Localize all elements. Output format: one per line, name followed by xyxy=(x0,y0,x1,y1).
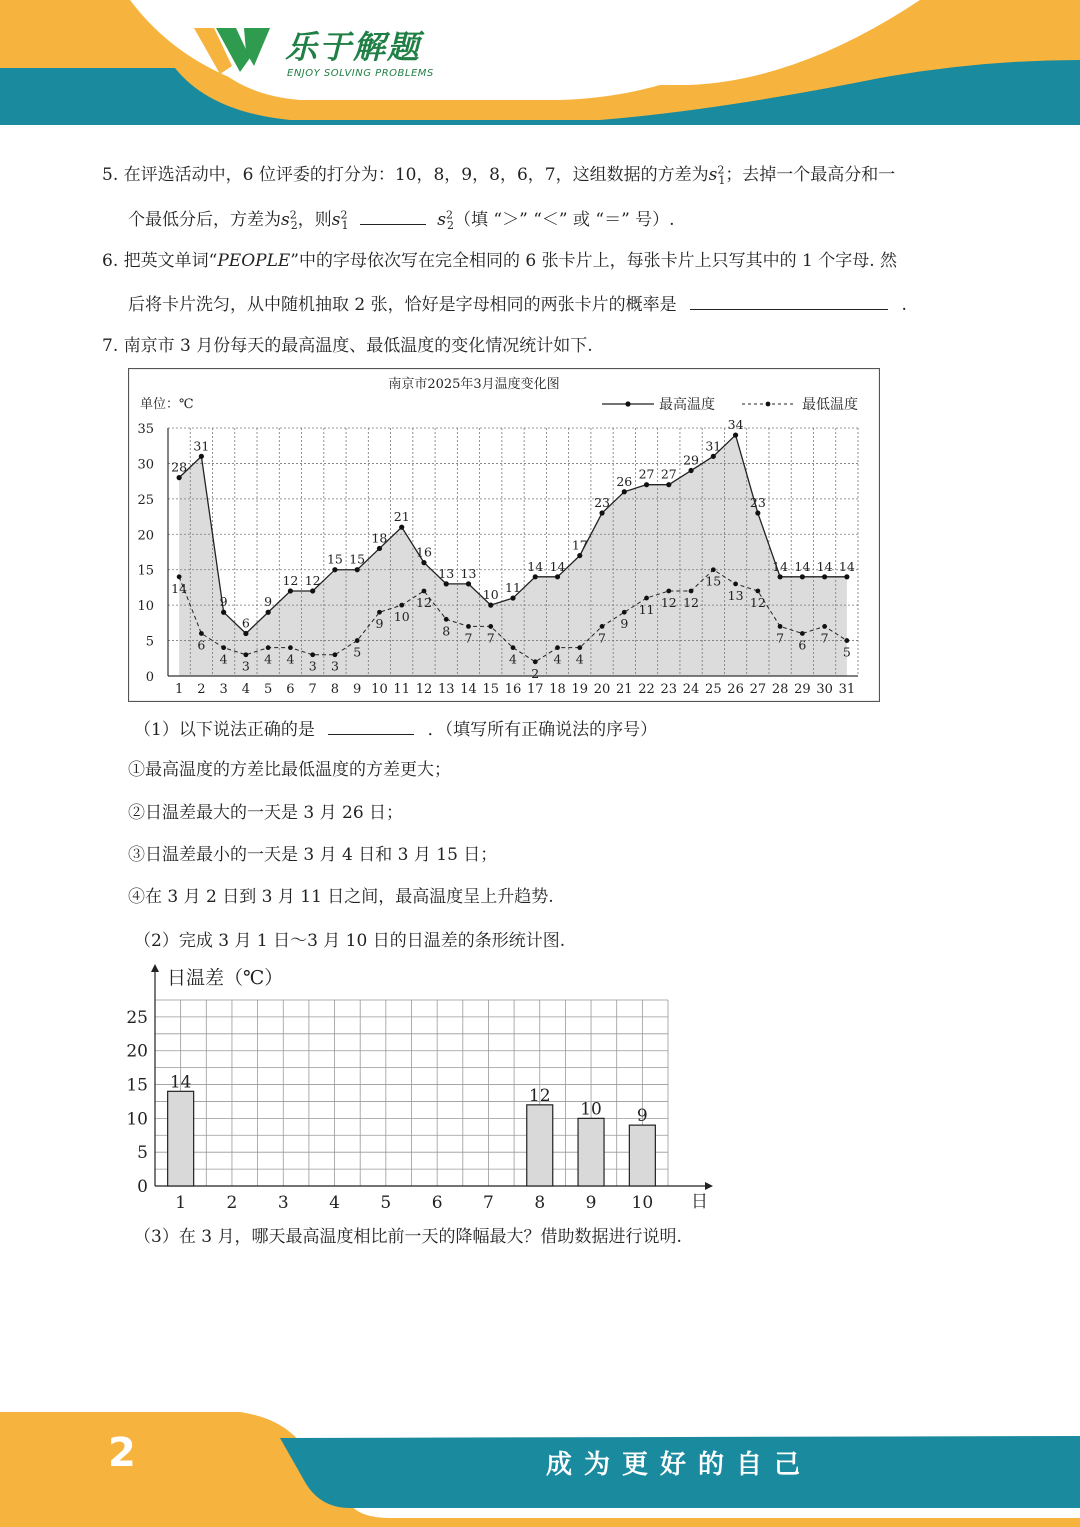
chart1-legend-max-label: 最高温度 xyxy=(659,397,715,413)
chart1-min-data-label: 10 xyxy=(393,609,410,625)
chart1-x-tick-label: 24 xyxy=(682,682,700,697)
q7-number: 7. xyxy=(102,336,119,356)
q6-answer-blank[interactable] xyxy=(690,291,888,310)
chart2-y-axis-arrow xyxy=(151,964,159,972)
chart1-max-data-label: 14 xyxy=(794,558,811,574)
chart1-min-point xyxy=(666,589,671,594)
chart1-x-tick-label: 18 xyxy=(549,682,566,697)
chart1-max-point xyxy=(199,454,204,459)
chart1-min-data-label: 6 xyxy=(197,637,206,653)
chart1-max-point xyxy=(844,574,849,579)
chart1-x-tick-label: 14 xyxy=(460,682,477,697)
chart1-min-point xyxy=(422,589,427,594)
chart1-min-point xyxy=(444,617,449,622)
chart1-x-tick-label: 13 xyxy=(437,682,455,697)
chart1-max-data-label: 11 xyxy=(505,580,521,596)
chart1-x-tick-label: 29 xyxy=(794,682,811,697)
chart1-min-point xyxy=(399,603,404,608)
chart1-min-point xyxy=(310,652,315,657)
chart1-min-data-label: 3 xyxy=(308,658,317,674)
chart1-max-data-label: 29 xyxy=(683,452,700,468)
q6-text-1b: ”中的字母依次写在完全相同的 6 张卡片上，每张卡片上只写其中的 1 个字母. 然 xyxy=(290,251,898,271)
q5-var-s2: s xyxy=(281,210,290,230)
chart1-unit-label: 单位：℃ xyxy=(140,397,194,412)
chart1-x-tick-label: 3 xyxy=(219,682,228,697)
chart1-min-point xyxy=(288,645,293,650)
chart1-title: 南京市2025年3月温度变化图 xyxy=(388,377,560,392)
chart1-max-point xyxy=(177,475,182,480)
chart1-max-data-label: 12 xyxy=(304,572,321,588)
chart1-max-point xyxy=(666,482,671,487)
chart1-x-tick-label: 25 xyxy=(705,682,722,697)
chart1-min-data-label: 12 xyxy=(749,594,766,610)
q5-var-s2b: s xyxy=(437,210,447,230)
footer-slogan: 成为更好的自己 xyxy=(546,1450,813,1480)
q5-line-1: 5. 在评选活动中，6 位评委的打分为：10，8，9，8，6，7，这组数据的方差为$s^2_1$；去掉一个最高分和一 xyxy=(102,163,896,188)
chart2-bar-label: 10 xyxy=(580,1099,602,1120)
chart1-y-tick-label: 5 xyxy=(145,634,154,650)
q5-text-2b: ，则 xyxy=(297,210,332,230)
chart1-max-point xyxy=(755,510,760,515)
q7-part1-answer-blank[interactable] xyxy=(328,716,414,735)
chart1-min-data-label: 7 xyxy=(464,630,473,646)
chart2-x-tick-label: 7 xyxy=(483,1193,494,1213)
chart1-legend-min-label: 最低温度 xyxy=(802,397,858,413)
chart1-x-tick-label: 12 xyxy=(415,682,433,697)
chart1-max-point xyxy=(577,553,582,558)
brand-subtitle: ENJOY SOLVING PROBLEMS xyxy=(287,68,434,79)
chart1-min-data-label: 4 xyxy=(264,651,273,667)
chart1-max-point xyxy=(510,595,515,600)
chart1-max-data-label: 28 xyxy=(171,459,188,475)
chart1-min-data-label: 9 xyxy=(620,616,629,632)
chart1-min-data-label: 8 xyxy=(442,623,451,639)
chart1-max-point xyxy=(444,581,449,586)
chart1-legend-max-marker xyxy=(625,401,630,406)
chart1-x-tick-label: 23 xyxy=(660,682,678,697)
chart1-x-tick-label: 17 xyxy=(526,682,544,697)
chart2-x-tick-label: 4 xyxy=(329,1193,340,1213)
chart1-x-tick-label: 11 xyxy=(393,682,410,697)
chart1-min-data-label: 5 xyxy=(842,644,851,660)
chart1-min-point xyxy=(488,624,493,629)
temperature-diff-bar-chart xyxy=(120,960,720,1220)
chart2-bar-label: 12 xyxy=(528,1085,551,1106)
chart1-max-point xyxy=(555,574,560,579)
chart2-y-axis-label: 日温差（℃） xyxy=(167,967,284,989)
chart1-min-point xyxy=(177,574,182,579)
chart1-min-data-label: 4 xyxy=(553,651,562,667)
chart1-x-tick-label: 7 xyxy=(308,682,317,697)
chart1-min-data-label: 4 xyxy=(219,651,228,667)
chart1-max-point xyxy=(377,546,382,551)
chart1-min-data-label: 5 xyxy=(353,644,362,660)
chart1-min-point xyxy=(244,652,249,657)
chart1-min-point xyxy=(466,624,471,629)
chart1-max-data-label: 31 xyxy=(193,438,210,454)
chart1-min-data-label: 7 xyxy=(820,630,829,646)
chart1-x-tick-label: 28 xyxy=(771,682,789,697)
brand-logo-icon xyxy=(192,22,274,78)
chart1-max-point xyxy=(822,574,827,579)
q7-option-1: ①最高温度的方差比最低温度的方差更大； xyxy=(128,760,451,780)
chart1-min-data-label: 7 xyxy=(486,630,495,646)
page-footer xyxy=(0,1412,1080,1527)
chart1-x-tick-label: 15 xyxy=(482,682,500,697)
chart2-bar xyxy=(629,1125,655,1186)
chart1-max-point xyxy=(466,581,471,586)
chart1-max-point xyxy=(266,610,271,615)
q7-part1-text-end: ．（填写所有正确说法的序号） xyxy=(427,720,658,740)
chart1-min-point xyxy=(600,624,605,629)
chart1-max-point xyxy=(599,510,604,515)
q7-intro: 南京市 3 月份每天的最高温度、最低温度的变化情况统计如下. xyxy=(123,336,593,356)
q6-number: 6. xyxy=(102,251,119,271)
chart1-y-tick-label: 10 xyxy=(137,599,154,615)
chart1-y-tick-label: 35 xyxy=(137,422,154,437)
chart1-min-point xyxy=(733,581,738,586)
chart1-min-point xyxy=(844,638,849,643)
chart1-x-tick-label: 26 xyxy=(727,682,744,697)
chart1-max-point xyxy=(533,574,538,579)
chart1-max-data-label: 27 xyxy=(638,466,655,482)
page-header xyxy=(0,0,1080,125)
chart1-min-data-label: 11 xyxy=(638,602,655,618)
chart1-y-tick-label: 0 xyxy=(145,670,154,685)
chart1-max-point xyxy=(622,489,627,494)
q5-text-2a: 个最低分后，方差为 xyxy=(128,210,281,230)
chart1-max-point xyxy=(777,574,782,579)
q7-line-1 xyxy=(102,334,593,358)
chart2-y-tick-label: 10 xyxy=(126,1109,148,1130)
chart1-min-data-label: 4 xyxy=(509,651,517,667)
chart1-min-data-label: 13 xyxy=(727,587,744,603)
chart1-max-data-label: 15 xyxy=(326,551,343,567)
chart1-min-data-label: 3 xyxy=(330,658,339,674)
chart1-max-data-label: 9 xyxy=(264,594,273,610)
chart1-max-data-label: 23 xyxy=(594,495,610,511)
chart1-min-point xyxy=(577,645,582,650)
chart1-max-data-label: 26 xyxy=(616,473,633,489)
chart1-x-tick-label: 22 xyxy=(638,682,655,697)
chart1-min-data-label: 2 xyxy=(531,665,540,681)
chart1-x-tick-label: 27 xyxy=(749,682,767,697)
chart1-x-tick-label: 9 xyxy=(353,682,362,697)
chart1-min-data-label: 15 xyxy=(705,573,722,589)
chart2-x-tick-label: 5 xyxy=(380,1193,392,1213)
chart2-bar xyxy=(527,1105,553,1186)
q7-option-2: ②日温差最大的一天是 3 月 26 日； xyxy=(128,803,404,823)
chart1-max-data-label: 14 xyxy=(772,558,789,574)
chart1-min-point xyxy=(555,645,560,650)
chart2-x-tick-label: 1 xyxy=(175,1193,187,1213)
chart2-y-tick-label: 20 xyxy=(126,1041,148,1062)
q6-text-1a: 把英文单词“ xyxy=(123,251,218,271)
chart2-y-tick-label: 5 xyxy=(137,1143,148,1164)
chart1-max-point xyxy=(488,603,493,608)
chart1-min-data-label: 6 xyxy=(798,637,807,653)
chart1-min-point xyxy=(644,596,649,601)
chart2-x-tick-label: 3 xyxy=(277,1193,289,1213)
chart1-x-tick-label: 2 xyxy=(197,682,206,697)
chart1-min-data-label: 14 xyxy=(171,580,188,596)
temperature-line-chart xyxy=(128,368,880,702)
chart1-max-point xyxy=(800,574,805,579)
chart1-max-data-label: 18 xyxy=(371,530,388,546)
chart1-max-point xyxy=(644,482,649,487)
q7-option-4: ④在 3 月 2 日到 3 月 11 日之间，最高温度呈上升趋势. xyxy=(128,887,554,907)
chart1-x-tick-label: 1 xyxy=(174,682,184,697)
chart1-max-data-label: 14 xyxy=(549,558,566,574)
q7-part3: （3）在 3 月，哪天最高温度相比前一天的降幅最大？借助数据进行说明. xyxy=(134,1227,682,1247)
chart2-x-tick-label: 8 xyxy=(534,1193,546,1213)
chart1-max-point xyxy=(711,454,716,459)
chart1-min-point xyxy=(266,645,271,650)
chart1-min-point xyxy=(778,624,783,629)
chart1-max-data-label: 21 xyxy=(393,509,410,525)
q6-line-2 xyxy=(128,291,907,317)
chart1-x-tick-label: 30 xyxy=(816,682,833,697)
chart1-min-point xyxy=(377,610,382,615)
chart1-max-data-label: 16 xyxy=(416,544,432,560)
chart1-x-tick-label: 16 xyxy=(504,682,522,697)
chart1-max-data-label: 34 xyxy=(727,417,744,433)
q6-text-2-end: . xyxy=(901,295,907,315)
chart1-max-point xyxy=(399,525,404,530)
chart1-min-point xyxy=(822,624,827,629)
chart1-max-data-label: 27 xyxy=(660,466,677,482)
chart1-x-tick-label: 4 xyxy=(241,682,251,697)
chart1-max-data-label: 13 xyxy=(438,565,455,581)
chart1-y-tick-label: 30 xyxy=(137,457,154,473)
chart1-legend-min-marker xyxy=(766,402,771,407)
chart1-x-tick-label: 21 xyxy=(616,682,633,697)
q6-word: PEOPLE xyxy=(217,251,291,271)
chart1-y-tick-label: 20 xyxy=(137,528,154,544)
chart1-max-point xyxy=(243,631,248,636)
q5-number: 5. xyxy=(102,165,119,185)
chart2-x-axis-arrow xyxy=(705,1182,713,1190)
q6-text-2: 后将卡片洗匀，从中随机抽取 2 张，恰好是字母相同的两张卡片的概率是 xyxy=(128,295,677,315)
chart1-y-tick-label: 25 xyxy=(137,492,154,508)
chart1-min-point xyxy=(533,659,538,664)
chart1-max-data-label: 23 xyxy=(749,495,766,511)
chart2-y-tick-label: 25 xyxy=(126,1007,148,1028)
chart1-y-tick-label: 15 xyxy=(137,563,154,579)
q5-text-1: 在评选活动中，6 位评委的打分为：10，8，9，8，6，7，这组数据的方差为 xyxy=(123,165,709,185)
chart1-max-data-label: 15 xyxy=(349,551,366,567)
chart1-min-data-label: 7 xyxy=(598,630,607,646)
q5-var-s1b: s xyxy=(331,210,341,230)
chart1-max-data-label: 12 xyxy=(282,572,299,588)
chart1-x-tick-label: 31 xyxy=(838,682,856,697)
chart1-max-point xyxy=(355,567,360,572)
q5-line-2: 个最低分后，方差为$s^2_2$，则$s^2_1$ $s^2_2$（填 “＞” “＜” 或 “＝” 号）. xyxy=(128,206,675,232)
q5-answer-blank[interactable] xyxy=(360,206,426,225)
chart1-min-point xyxy=(689,589,694,594)
page-number: 2 xyxy=(108,1430,136,1476)
chart1-max-point xyxy=(310,588,315,593)
chart2-x-axis-label: 日 xyxy=(691,1192,708,1212)
chart1-min-data-label: 4 xyxy=(575,651,584,667)
chart1-max-point xyxy=(688,468,693,473)
chart1-max-data-label: 6 xyxy=(241,615,250,631)
chart1-min-point xyxy=(199,631,204,636)
chart1-min-point xyxy=(711,567,716,572)
chart2-bar xyxy=(168,1091,194,1186)
chart2-x-tick-label: 10 xyxy=(631,1193,654,1213)
q5-text-1-end: ；去掉一个最高分和一 xyxy=(725,165,896,185)
chart1-min-point xyxy=(755,589,760,594)
chart2-y-tick-label: 0 xyxy=(137,1177,148,1197)
brand-title: 乐于解题 xyxy=(285,28,422,66)
chart1-max-data-label: 14 xyxy=(527,558,544,574)
chart1-max-data-label: 13 xyxy=(460,565,477,581)
chart1-x-tick-label: 20 xyxy=(593,682,611,697)
q6-line-1 xyxy=(102,249,897,273)
q7-part2: （2）完成 3 月 1 日～3 月 10 日的日温差的条形统计图. xyxy=(134,931,566,951)
chart2-y-tick-label: 15 xyxy=(126,1075,148,1096)
chart1-min-point xyxy=(511,645,516,650)
q7-part1-text: （1）以下说法正确的是 xyxy=(134,720,315,740)
chart1-max-point xyxy=(288,588,293,593)
chart1-min-point xyxy=(221,645,226,650)
chart1-max-point xyxy=(421,560,426,565)
chart1-max-point xyxy=(332,567,337,572)
chart1-min-data-label: 3 xyxy=(241,658,250,674)
chart1-min-data-label: 4 xyxy=(286,651,295,667)
q7-part1 xyxy=(134,716,657,742)
chart1-min-data-label: 9 xyxy=(375,616,384,632)
chart1-min-data-label: 7 xyxy=(776,630,785,646)
chart2-x-tick-label: 9 xyxy=(585,1193,597,1213)
chart1-min-point xyxy=(622,610,627,615)
chart1-max-data-label: 14 xyxy=(838,558,855,574)
chart1-x-tick-label: 5 xyxy=(264,682,273,697)
chart2-bar-label: 14 xyxy=(169,1072,192,1093)
chart1-max-data-label: 14 xyxy=(816,558,833,574)
chart2-x-tick-label: 2 xyxy=(226,1193,238,1213)
q5-var-s1: s xyxy=(708,165,718,185)
chart1-max-data-label: 10 xyxy=(482,587,499,603)
chart1-x-tick-label: 10 xyxy=(371,682,388,697)
chart1-max-data-label: 17 xyxy=(571,537,588,553)
chart2-x-tick-label: 6 xyxy=(431,1193,443,1213)
chart1-min-data-label: 12 xyxy=(660,594,677,610)
chart1-x-tick-label: 8 xyxy=(330,682,340,697)
chart1-min-point xyxy=(800,631,805,636)
chart1-min-point xyxy=(333,652,338,657)
q5-text-2c: （填 “＞” “＜” 或 “＝” 号）. xyxy=(454,210,675,230)
chart1-min-data-label: 12 xyxy=(416,594,432,610)
chart2-bar xyxy=(578,1118,604,1186)
chart1-max-data-label: 9 xyxy=(219,594,228,610)
q7-option-3: ③日温差最小的一天是 3 月 4 日和 3 月 15 日； xyxy=(128,845,498,865)
chart1-min-data-label: 12 xyxy=(683,594,700,610)
chart1-max-point xyxy=(221,610,226,615)
chart1-max-data-label: 31 xyxy=(705,438,722,454)
chart1-max-point xyxy=(733,432,738,437)
chart1-x-tick-label: 19 xyxy=(571,682,589,697)
chart1-x-tick-label: 6 xyxy=(286,682,295,697)
chart1-min-point xyxy=(355,638,360,643)
chart2-bar-label: 9 xyxy=(636,1106,648,1127)
